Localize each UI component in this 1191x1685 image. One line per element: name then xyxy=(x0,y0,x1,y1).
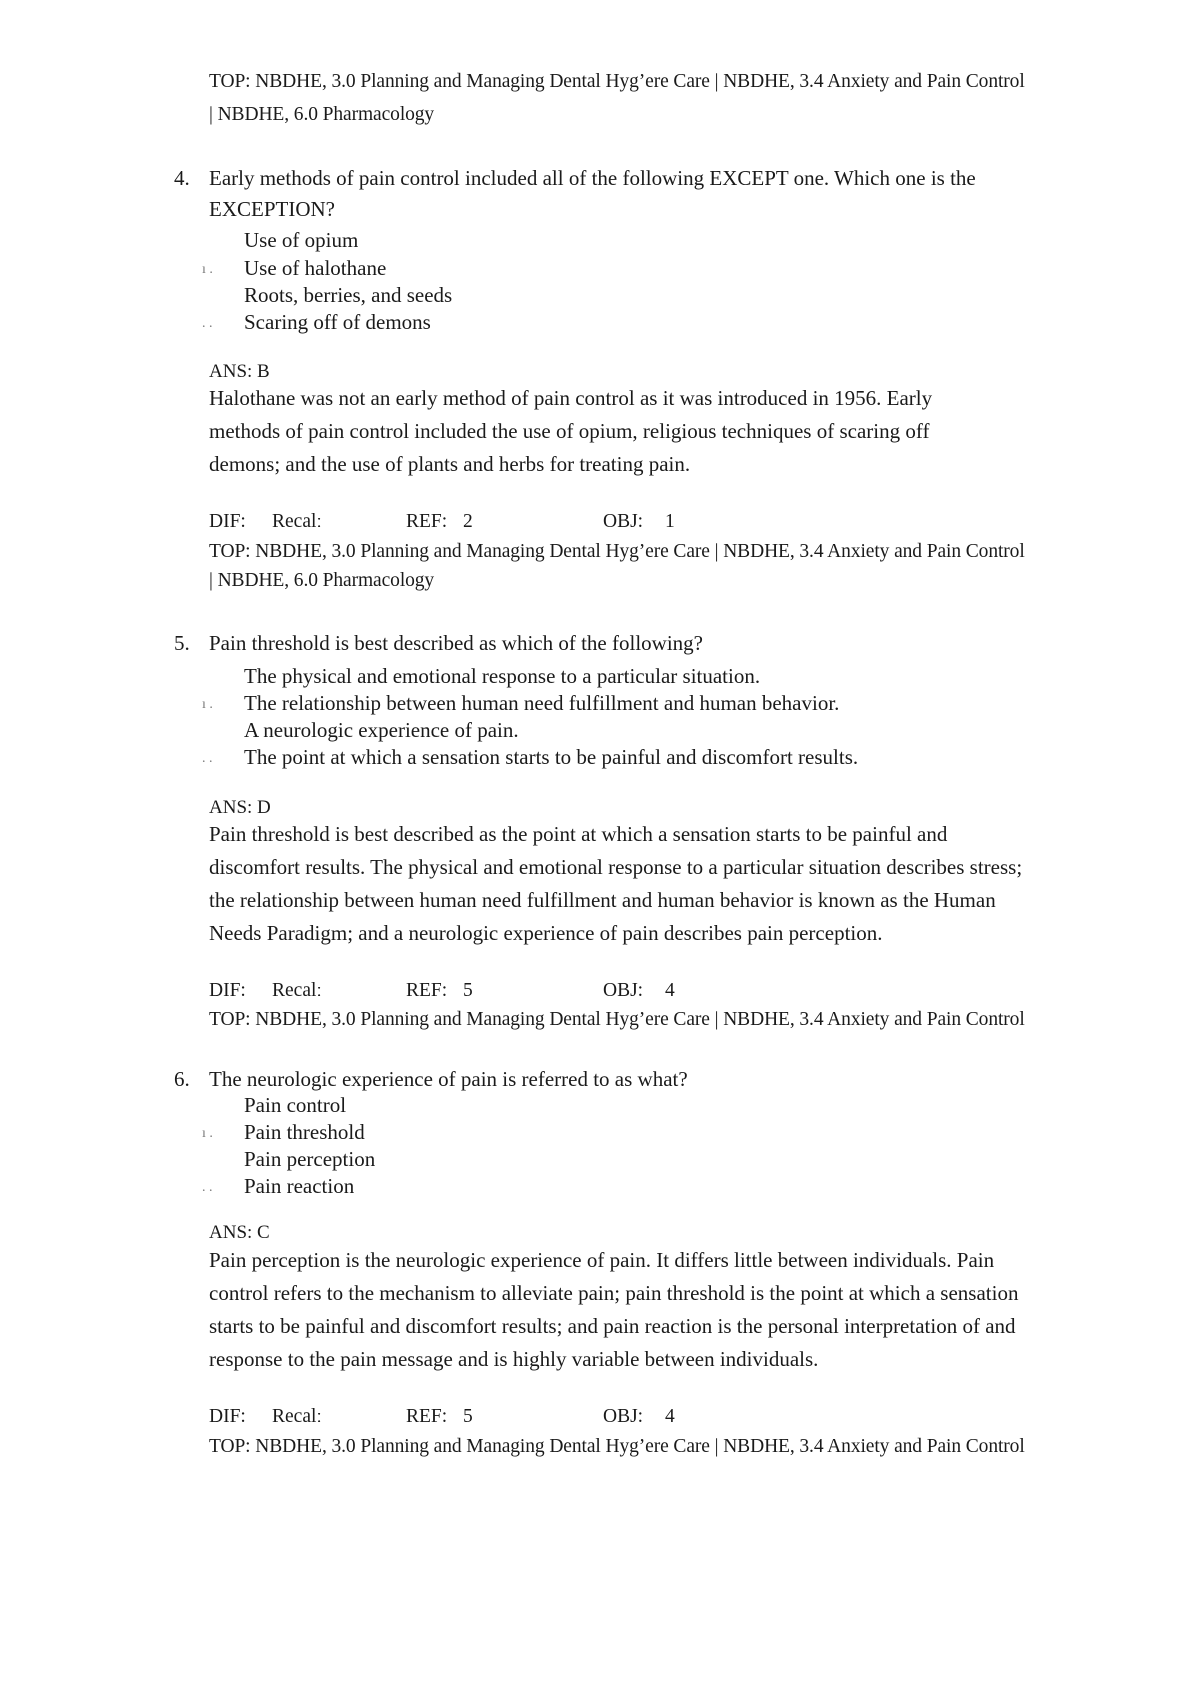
option-b: Use of halothane xyxy=(244,256,387,280)
rationale-line: starts to be painful and discomfort results; and pain reaction is the personal interpretation of and xyxy=(209,1314,1016,1338)
ref-value: 5 xyxy=(463,980,473,1001)
obj-label: OBJ: xyxy=(603,980,644,1001)
option-b: Pain threshold xyxy=(244,1120,365,1144)
option-marker: . . xyxy=(202,1180,213,1195)
rationale-line: methods of pain control included the use of opium, religious techniques of scaring off xyxy=(209,419,930,443)
obj-value: 4 xyxy=(665,1406,675,1427)
question-stem: Early methods of pain control included all of the following EXCEPT one. Which one is the xyxy=(209,166,976,190)
option-marker: ı . xyxy=(202,262,213,277)
rationale-line: Needs Paradigm; and a neurologic experience of pain describes pain perception. xyxy=(209,921,883,945)
answer-key: ANS: C xyxy=(209,1222,270,1243)
ref-label: REF: xyxy=(406,1406,448,1427)
rationale-line: discomfort results. The physical and emotional response to a particular situation describes stress; xyxy=(209,855,1023,879)
rationale-line: response to the pain message and is highly variable between individuals. xyxy=(209,1347,819,1371)
option-c: Pain perception xyxy=(244,1147,376,1171)
rationale-line: demons; and the use of plants and herbs for treating pain. xyxy=(209,452,691,476)
topic-line: TOP: NBDHE, 3.0 Planning and Managing Dental Hyg’ere Care | NBDHE, 3.4 Anxiety and Pain Control xyxy=(209,71,1025,92)
answer-key: ANS: D xyxy=(209,797,271,818)
dif-label: DIF: xyxy=(209,1406,246,1427)
option-d: The point at which a sensation starts to be painful and discomfort results. xyxy=(244,745,859,769)
obj-value: 1 xyxy=(665,511,675,532)
ref-value: 5 xyxy=(463,1406,473,1427)
option-a: Use of opium xyxy=(244,228,359,252)
rationale-line: Halothane was not an early method of pain control as it was introduced in 1956. Early xyxy=(209,386,933,410)
option-c: A neurologic experience of pain. xyxy=(244,718,519,742)
option-b: The relationship between human need fulfillment and human behavior. xyxy=(244,691,840,715)
option-marker: ı . xyxy=(202,697,213,712)
dif-value: Recalː xyxy=(272,511,322,532)
question-stem-continuation: EXCEPTION? xyxy=(209,197,335,221)
dif-label: DIF: xyxy=(209,511,246,532)
topic-line: TOP: NBDHE, 3.0 Planning and Managing Dental Hyg’ere Care | NBDHE, 3.4 Anxiety and Pain Control xyxy=(209,1436,1025,1457)
rationale-line: Pain threshold is best described as the point at which a sensation starts to be painful and xyxy=(209,822,948,846)
ref-label: REF: xyxy=(406,980,448,1001)
obj-label: OBJ: xyxy=(603,1406,644,1427)
topic-line: TOP: NBDHE, 3.0 Planning and Managing Dental Hyg’ere Care | NBDHE, 3.4 Anxiety and Pain Control xyxy=(209,541,1025,562)
question-stem: The neurologic experience of pain is referred to as what? xyxy=(209,1067,688,1091)
dif-label: DIF: xyxy=(209,980,246,1001)
obj-label: OBJ: xyxy=(603,511,644,532)
option-a: The physical and emotional response to a particular situation. xyxy=(244,664,761,688)
answer-key: ANS: B xyxy=(209,361,270,382)
option-d: Pain reaction xyxy=(244,1174,355,1198)
dif-value: Recalː xyxy=(272,980,322,1001)
ref-value: 2 xyxy=(463,511,473,532)
question-number: 6. xyxy=(174,1067,190,1091)
option-c: Roots, berries, and seeds xyxy=(244,283,453,307)
question-number: 5. xyxy=(174,631,190,655)
obj-value: 4 xyxy=(665,980,675,1001)
ref-label: REF: xyxy=(406,511,448,532)
rationale-line: the relationship between human need fulfillment and human behavior is known as the Human xyxy=(209,888,996,912)
topic-line: TOP: NBDHE, 3.0 Planning and Managing Dental Hyg’ere Care | NBDHE, 3.4 Anxiety and Pain Control xyxy=(209,1009,1025,1030)
topic-line-continuation: | NBDHE, 6.0 Pharmacology xyxy=(209,570,435,591)
rationale-line: Pain perception is the neurologic experience of pain. It differs little between individuals. Pain xyxy=(209,1248,995,1272)
question-stem: Pain threshold is best described as which of the following? xyxy=(209,631,703,655)
option-a: Pain control xyxy=(244,1093,347,1117)
option-d: Scaring off of demons xyxy=(244,310,431,334)
option-marker: . . xyxy=(202,316,213,331)
rationale-line: control refers to the mechanism to alleviate pain; pain threshold is the point at which a sensation xyxy=(209,1281,1019,1305)
topic-line-continuation: | NBDHE, 6.0 Pharmacology xyxy=(209,104,435,125)
question-number: 4. xyxy=(174,166,190,190)
option-marker: . . xyxy=(202,751,213,766)
option-marker: ı . xyxy=(202,1126,213,1141)
dif-value: Recalː xyxy=(272,1406,322,1427)
